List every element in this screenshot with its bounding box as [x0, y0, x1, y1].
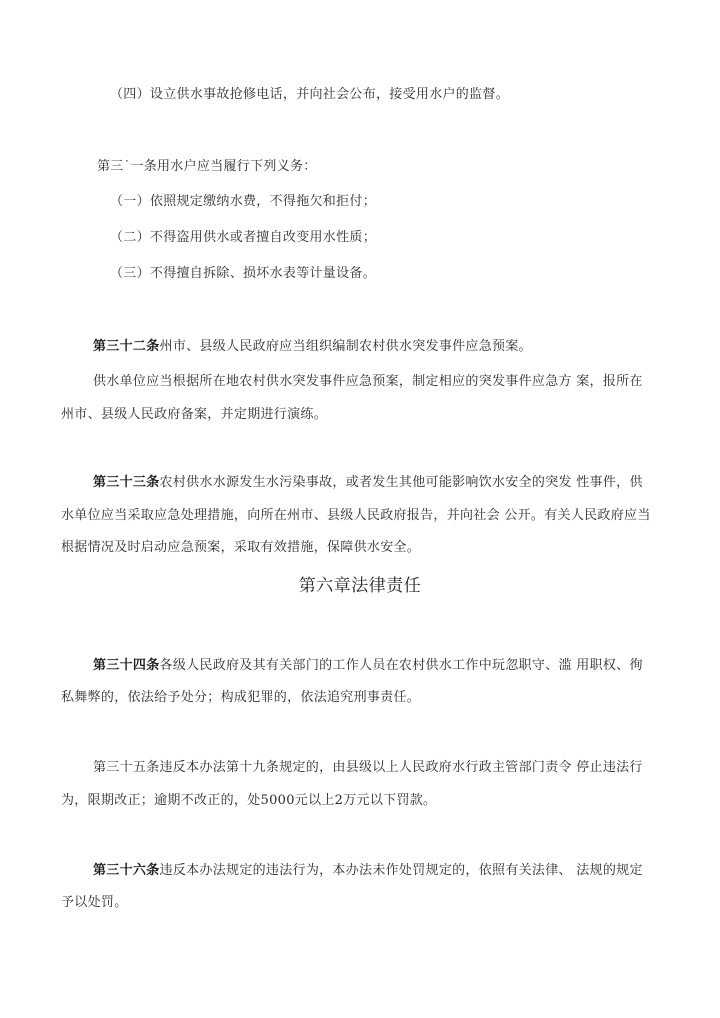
article-36-line-2: 予以处罚。 [61, 895, 128, 910]
article-33-number: 第三十三条 [93, 475, 160, 490]
article-32-line-3: 州市、县级人民政府备案，并定期进行演练。 [61, 407, 328, 422]
article-35-line-2: 为，限期改正；逾期不改正的，处5000元以上2万元以下罚款。 [61, 793, 437, 808]
chapter-6-title: 第六章法律责任 [298, 576, 422, 596]
article-31-item-2: （二）不得盗用供水或者擅自改变用水性质； [110, 230, 377, 245]
article-35-line-1: 第三十五条违反本办法第十九条规定的，由县级以上人民政府水行政主管部门责令 停止违法行 [93, 760, 643, 775]
article-36-text-1: 违反本办法规定的违法行为，本办法未作处罚规定的，依照有关法律、 法规的规定 [159, 863, 643, 878]
article-34-number: 第三十四条 [93, 658, 160, 673]
article-34-text-1: 各级人民政府及其有关部门的工作人员在农村供水工作中玩忽职守、滥 用职权、徇 [159, 658, 643, 673]
article-34-line-2: 私舞弊的，依法给予处分；构成犯罪的，依法追究刑事责任。 [61, 690, 421, 705]
article-32-text-1: 州市、县级人民政府应当组织编制农村供水突发事件应急预案。 [159, 339, 532, 354]
article-31-heading: 第三˙一条用水户应当履行下列义务： [97, 159, 317, 174]
article-33-line-2: 水单位应当采取应急处理措施，向所在州市、县级人民政府报告，并向社会 公开。有关人民政府应当 [61, 508, 651, 523]
paragraph-supply-obligation-4: （四）设立供水事故抢修电话，并向社会公布，接受用水户的监督。 [110, 87, 510, 102]
article-33-line-1 [93, 474, 643, 492]
article-36-line-1 [93, 862, 643, 880]
article-33-text-1: 农村供水水源发生水污染事故，或者发生其他可能影响饮水安全的突发 性事件，供 [159, 475, 643, 490]
article-31-item-3: （三）不得擅自拆除、损坏水表等计量设备。 [110, 266, 377, 281]
article-33-line-3: 根据情况及时启动应急预案，采取有效措施，保障供水安全。 [61, 540, 421, 555]
article-32-number: 第三十二条 [93, 339, 160, 354]
article-34-line-1 [93, 657, 643, 675]
article-31-item-1: （一）依照规定缴纳水费，不得拖欠和拒付； [110, 194, 377, 209]
article-32-line-2: 供水单位应当根据所在地农村供水突发事件应急预案，制定相应的突发事件应急方 案，报所在 [93, 374, 643, 389]
article-36-number: 第三十六条 [93, 863, 160, 878]
article-32-line-1 [93, 338, 532, 356]
